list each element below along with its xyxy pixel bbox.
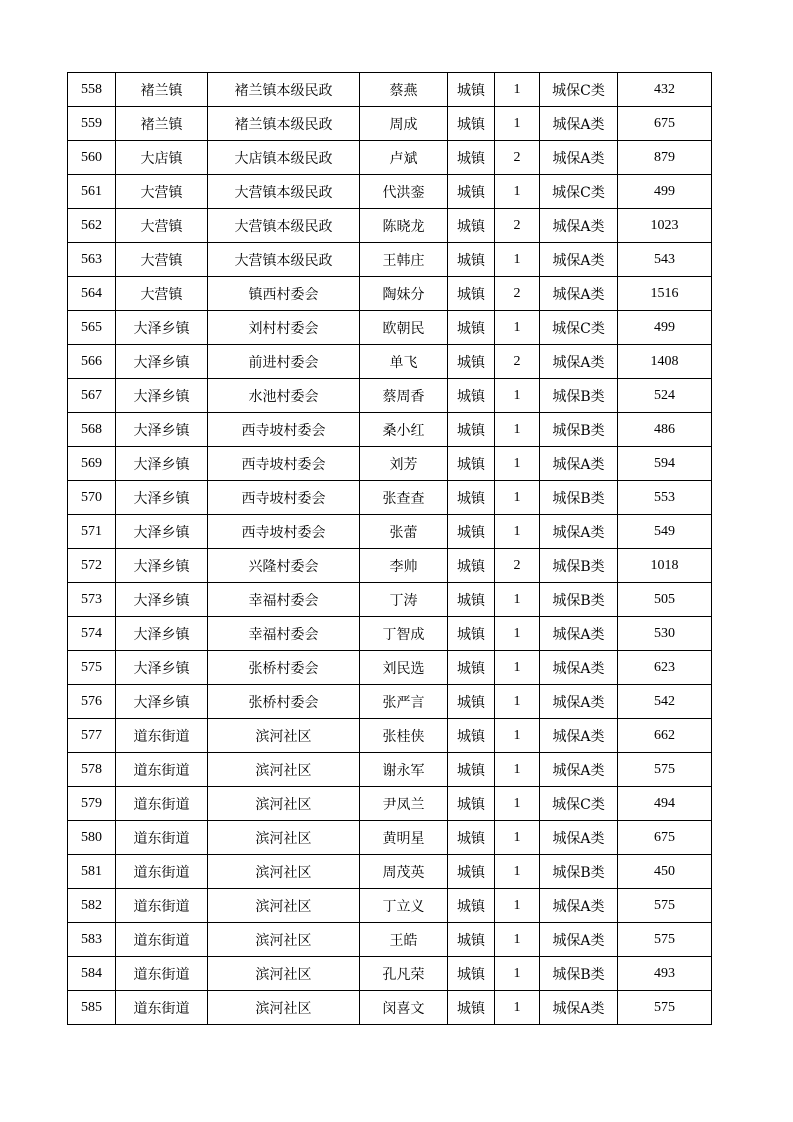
- town-cell: 大泽乡镇: [116, 685, 208, 719]
- category-cell: 城保A类: [540, 719, 618, 753]
- household-count-cell: 1: [495, 447, 540, 481]
- household-count-cell: 1: [495, 753, 540, 787]
- table-row: [68, 889, 712, 923]
- household-count-cell: 2: [495, 141, 540, 175]
- category-cell: 城保B类: [540, 413, 618, 447]
- area-type-cell: 城镇: [448, 243, 495, 277]
- household-count-cell: 1: [495, 855, 540, 889]
- category-cell: 城保A类: [540, 447, 618, 481]
- unit-cell: 滨河社区: [208, 753, 360, 787]
- table-row: [68, 379, 712, 413]
- unit-cell: 西寺坡村委会: [208, 413, 360, 447]
- row-number-cell: 585: [68, 991, 116, 1025]
- table-row: [68, 73, 712, 107]
- town-cell: 大泽乡镇: [116, 345, 208, 379]
- amount-cell: 499: [618, 175, 712, 209]
- town-cell: 褚兰镇: [116, 107, 208, 141]
- household-count-cell: 1: [495, 481, 540, 515]
- table-row: [68, 413, 712, 447]
- table-row: [68, 345, 712, 379]
- household-count-cell: 1: [495, 175, 540, 209]
- category-cell: 城保A类: [540, 617, 618, 651]
- town-cell: 大营镇: [116, 243, 208, 277]
- area-type-cell: 城镇: [448, 515, 495, 549]
- area-type-cell: 城镇: [448, 617, 495, 651]
- row-number-cell: 572: [68, 549, 116, 583]
- town-cell: 大营镇: [116, 175, 208, 209]
- table-row: [68, 855, 712, 889]
- subsidy-roster-table: [67, 72, 712, 1025]
- amount-cell: 530: [618, 617, 712, 651]
- name-cell: 蔡周香: [360, 379, 448, 413]
- name-cell: 谢永军: [360, 753, 448, 787]
- name-cell: 陈晓龙: [360, 209, 448, 243]
- household-count-cell: 1: [495, 617, 540, 651]
- area-type-cell: 城镇: [448, 923, 495, 957]
- row-number-cell: 561: [68, 175, 116, 209]
- amount-cell: 623: [618, 651, 712, 685]
- name-cell: 张桂侠: [360, 719, 448, 753]
- category-cell: 城保A类: [540, 277, 618, 311]
- category-cell: 城保C类: [540, 73, 618, 107]
- household-count-cell: 1: [495, 685, 540, 719]
- category-cell: 城保A类: [540, 141, 618, 175]
- category-cell: 城保A类: [540, 243, 618, 277]
- household-count-cell: 2: [495, 345, 540, 379]
- area-type-cell: 城镇: [448, 685, 495, 719]
- row-number-cell: 581: [68, 855, 116, 889]
- area-type-cell: 城镇: [448, 481, 495, 515]
- row-number-cell: 575: [68, 651, 116, 685]
- category-cell: 城保B类: [540, 379, 618, 413]
- area-type-cell: 城镇: [448, 175, 495, 209]
- row-number-cell: 560: [68, 141, 116, 175]
- amount-cell: 1408: [618, 345, 712, 379]
- amount-cell: 486: [618, 413, 712, 447]
- name-cell: 桑小红: [360, 413, 448, 447]
- household-count-cell: 2: [495, 277, 540, 311]
- table-row: [68, 481, 712, 515]
- table-row: [68, 209, 712, 243]
- category-cell: 城保C类: [540, 311, 618, 345]
- unit-cell: 大营镇本级民政: [208, 243, 360, 277]
- town-cell: 大泽乡镇: [116, 515, 208, 549]
- area-type-cell: 城镇: [448, 277, 495, 311]
- name-cell: 卢斌: [360, 141, 448, 175]
- town-cell: 道东街道: [116, 957, 208, 991]
- category-cell: 城保C类: [540, 175, 618, 209]
- table-row: [68, 583, 712, 617]
- amount-cell: 549: [618, 515, 712, 549]
- document-page: [67, 72, 712, 1025]
- household-count-cell: 2: [495, 549, 540, 583]
- name-cell: 丁涛: [360, 583, 448, 617]
- unit-cell: 大营镇本级民政: [208, 175, 360, 209]
- area-type-cell: 城镇: [448, 855, 495, 889]
- table-row: [68, 515, 712, 549]
- town-cell: 大营镇: [116, 209, 208, 243]
- town-cell: 大泽乡镇: [116, 447, 208, 481]
- row-number-cell: 565: [68, 311, 116, 345]
- amount-cell: 494: [618, 787, 712, 821]
- unit-cell: 大营镇本级民政: [208, 209, 360, 243]
- unit-cell: 滨河社区: [208, 923, 360, 957]
- amount-cell: 575: [618, 753, 712, 787]
- table-row: [68, 277, 712, 311]
- table-row: [68, 549, 712, 583]
- row-number-cell: 564: [68, 277, 116, 311]
- amount-cell: 1018: [618, 549, 712, 583]
- row-number-cell: 574: [68, 617, 116, 651]
- household-count-cell: 1: [495, 583, 540, 617]
- unit-cell: 滨河社区: [208, 855, 360, 889]
- name-cell: 黄明星: [360, 821, 448, 855]
- amount-cell: 543: [618, 243, 712, 277]
- name-cell: 丁智成: [360, 617, 448, 651]
- area-type-cell: 城镇: [448, 719, 495, 753]
- category-cell: 城保C类: [540, 787, 618, 821]
- household-count-cell: 1: [495, 243, 540, 277]
- town-cell: 道东街道: [116, 991, 208, 1025]
- name-cell: 单飞: [360, 345, 448, 379]
- category-cell: 城保A类: [540, 107, 618, 141]
- household-count-cell: 1: [495, 515, 540, 549]
- town-cell: 道东街道: [116, 855, 208, 889]
- unit-cell: 滨河社区: [208, 991, 360, 1025]
- table-row: [68, 617, 712, 651]
- town-cell: 大泽乡镇: [116, 617, 208, 651]
- area-type-cell: 城镇: [448, 583, 495, 617]
- area-type-cell: 城镇: [448, 209, 495, 243]
- amount-cell: 542: [618, 685, 712, 719]
- unit-cell: 褚兰镇本级民政: [208, 73, 360, 107]
- category-cell: 城保B类: [540, 855, 618, 889]
- name-cell: 刘芳: [360, 447, 448, 481]
- name-cell: 代洪銮: [360, 175, 448, 209]
- table-row: [68, 787, 712, 821]
- amount-cell: 879: [618, 141, 712, 175]
- name-cell: 周成: [360, 107, 448, 141]
- table-row: [68, 107, 712, 141]
- unit-cell: 水池村委会: [208, 379, 360, 413]
- name-cell: 张严言: [360, 685, 448, 719]
- area-type-cell: 城镇: [448, 549, 495, 583]
- category-cell: 城保B类: [540, 481, 618, 515]
- amount-cell: 1516: [618, 277, 712, 311]
- household-count-cell: 1: [495, 413, 540, 447]
- town-cell: 大营镇: [116, 277, 208, 311]
- name-cell: 周茂英: [360, 855, 448, 889]
- row-number-cell: 578: [68, 753, 116, 787]
- area-type-cell: 城镇: [448, 107, 495, 141]
- amount-cell: 575: [618, 889, 712, 923]
- name-cell: 刘民选: [360, 651, 448, 685]
- row-number-cell: 570: [68, 481, 116, 515]
- row-number-cell: 569: [68, 447, 116, 481]
- unit-cell: 大店镇本级民政: [208, 141, 360, 175]
- unit-cell: 张桥村委会: [208, 651, 360, 685]
- amount-cell: 432: [618, 73, 712, 107]
- amount-cell: 594: [618, 447, 712, 481]
- household-count-cell: 1: [495, 787, 540, 821]
- category-cell: 城保A类: [540, 651, 618, 685]
- row-number-cell: 558: [68, 73, 116, 107]
- table-row: [68, 651, 712, 685]
- name-cell: 尹凤兰: [360, 787, 448, 821]
- unit-cell: 滨河社区: [208, 719, 360, 753]
- row-number-cell: 576: [68, 685, 116, 719]
- unit-cell: 褚兰镇本级民政: [208, 107, 360, 141]
- name-cell: 孔凡荣: [360, 957, 448, 991]
- category-cell: 城保B类: [540, 583, 618, 617]
- row-number-cell: 582: [68, 889, 116, 923]
- name-cell: 张查查: [360, 481, 448, 515]
- table-row: [68, 923, 712, 957]
- area-type-cell: 城镇: [448, 787, 495, 821]
- row-number-cell: 583: [68, 923, 116, 957]
- household-count-cell: 1: [495, 821, 540, 855]
- household-count-cell: 1: [495, 719, 540, 753]
- row-number-cell: 580: [68, 821, 116, 855]
- category-cell: 城保A类: [540, 209, 618, 243]
- category-cell: 城保A类: [540, 753, 618, 787]
- town-cell: 大店镇: [116, 141, 208, 175]
- row-number-cell: 584: [68, 957, 116, 991]
- unit-cell: 西寺坡村委会: [208, 515, 360, 549]
- household-count-cell: 1: [495, 107, 540, 141]
- area-type-cell: 城镇: [448, 447, 495, 481]
- unit-cell: 幸福村委会: [208, 583, 360, 617]
- name-cell: 王韩庄: [360, 243, 448, 277]
- table-row: [68, 821, 712, 855]
- row-number-cell: 579: [68, 787, 116, 821]
- town-cell: 道东街道: [116, 889, 208, 923]
- amount-cell: 499: [618, 311, 712, 345]
- amount-cell: 553: [618, 481, 712, 515]
- town-cell: 大泽乡镇: [116, 651, 208, 685]
- row-number-cell: 567: [68, 379, 116, 413]
- category-cell: 城保A类: [540, 685, 618, 719]
- table-row: [68, 991, 712, 1025]
- amount-cell: 575: [618, 923, 712, 957]
- name-cell: 张蕾: [360, 515, 448, 549]
- table-row: [68, 957, 712, 991]
- unit-cell: 西寺坡村委会: [208, 481, 360, 515]
- category-cell: 城保A类: [540, 821, 618, 855]
- row-number-cell: 568: [68, 413, 116, 447]
- amount-cell: 505: [618, 583, 712, 617]
- table-row: [68, 175, 712, 209]
- area-type-cell: 城镇: [448, 311, 495, 345]
- area-type-cell: 城镇: [448, 413, 495, 447]
- area-type-cell: 城镇: [448, 957, 495, 991]
- area-type-cell: 城镇: [448, 889, 495, 923]
- town-cell: 大泽乡镇: [116, 413, 208, 447]
- household-count-cell: 1: [495, 923, 540, 957]
- unit-cell: 滨河社区: [208, 889, 360, 923]
- table-row: [68, 753, 712, 787]
- category-cell: 城保A类: [540, 345, 618, 379]
- unit-cell: 张桥村委会: [208, 685, 360, 719]
- name-cell: 陶妹分: [360, 277, 448, 311]
- town-cell: 道东街道: [116, 753, 208, 787]
- row-number-cell: 566: [68, 345, 116, 379]
- category-cell: 城保A类: [540, 515, 618, 549]
- unit-cell: 兴隆村委会: [208, 549, 360, 583]
- town-cell: 大泽乡镇: [116, 583, 208, 617]
- unit-cell: 滨河社区: [208, 957, 360, 991]
- name-cell: 欧朝民: [360, 311, 448, 345]
- category-cell: 城保A类: [540, 923, 618, 957]
- table-row: [68, 311, 712, 345]
- category-cell: 城保A类: [540, 889, 618, 923]
- table-row: [68, 685, 712, 719]
- category-cell: 城保B类: [540, 957, 618, 991]
- unit-cell: 滨河社区: [208, 787, 360, 821]
- table-body: [68, 73, 712, 1025]
- area-type-cell: 城镇: [448, 379, 495, 413]
- amount-cell: 450: [618, 855, 712, 889]
- row-number-cell: 573: [68, 583, 116, 617]
- area-type-cell: 城镇: [448, 991, 495, 1025]
- area-type-cell: 城镇: [448, 73, 495, 107]
- name-cell: 闵喜文: [360, 991, 448, 1025]
- name-cell: 李帅: [360, 549, 448, 583]
- table-row: [68, 719, 712, 753]
- household-count-cell: 1: [495, 991, 540, 1025]
- unit-cell: 滨河社区: [208, 821, 360, 855]
- town-cell: 大泽乡镇: [116, 549, 208, 583]
- household-count-cell: 1: [495, 311, 540, 345]
- unit-cell: 刘村村委会: [208, 311, 360, 345]
- unit-cell: 幸福村委会: [208, 617, 360, 651]
- amount-cell: 524: [618, 379, 712, 413]
- row-number-cell: 559: [68, 107, 116, 141]
- category-cell: 城保B类: [540, 549, 618, 583]
- row-number-cell: 571: [68, 515, 116, 549]
- unit-cell: 西寺坡村委会: [208, 447, 360, 481]
- amount-cell: 493: [618, 957, 712, 991]
- name-cell: 王皓: [360, 923, 448, 957]
- town-cell: 大泽乡镇: [116, 481, 208, 515]
- area-type-cell: 城镇: [448, 821, 495, 855]
- table-row: [68, 141, 712, 175]
- name-cell: 蔡燕: [360, 73, 448, 107]
- town-cell: 大泽乡镇: [116, 311, 208, 345]
- household-count-cell: 1: [495, 889, 540, 923]
- area-type-cell: 城镇: [448, 345, 495, 379]
- unit-cell: 镇西村委会: [208, 277, 360, 311]
- row-number-cell: 562: [68, 209, 116, 243]
- town-cell: 道东街道: [116, 923, 208, 957]
- household-count-cell: 1: [495, 379, 540, 413]
- name-cell: 丁立义: [360, 889, 448, 923]
- amount-cell: 675: [618, 107, 712, 141]
- amount-cell: 662: [618, 719, 712, 753]
- household-count-cell: 1: [495, 651, 540, 685]
- amount-cell: 575: [618, 991, 712, 1025]
- row-number-cell: 577: [68, 719, 116, 753]
- area-type-cell: 城镇: [448, 651, 495, 685]
- town-cell: 道东街道: [116, 719, 208, 753]
- town-cell: 道东街道: [116, 821, 208, 855]
- town-cell: 道东街道: [116, 787, 208, 821]
- area-type-cell: 城镇: [448, 753, 495, 787]
- town-cell: 褚兰镇: [116, 73, 208, 107]
- town-cell: 大泽乡镇: [116, 379, 208, 413]
- category-cell: 城保A类: [540, 991, 618, 1025]
- table-row: [68, 447, 712, 481]
- amount-cell: 675: [618, 821, 712, 855]
- table-row: [68, 243, 712, 277]
- amount-cell: 1023: [618, 209, 712, 243]
- household-count-cell: 1: [495, 957, 540, 991]
- row-number-cell: 563: [68, 243, 116, 277]
- area-type-cell: 城镇: [448, 141, 495, 175]
- household-count-cell: 2: [495, 209, 540, 243]
- household-count-cell: 1: [495, 73, 540, 107]
- unit-cell: 前进村委会: [208, 345, 360, 379]
